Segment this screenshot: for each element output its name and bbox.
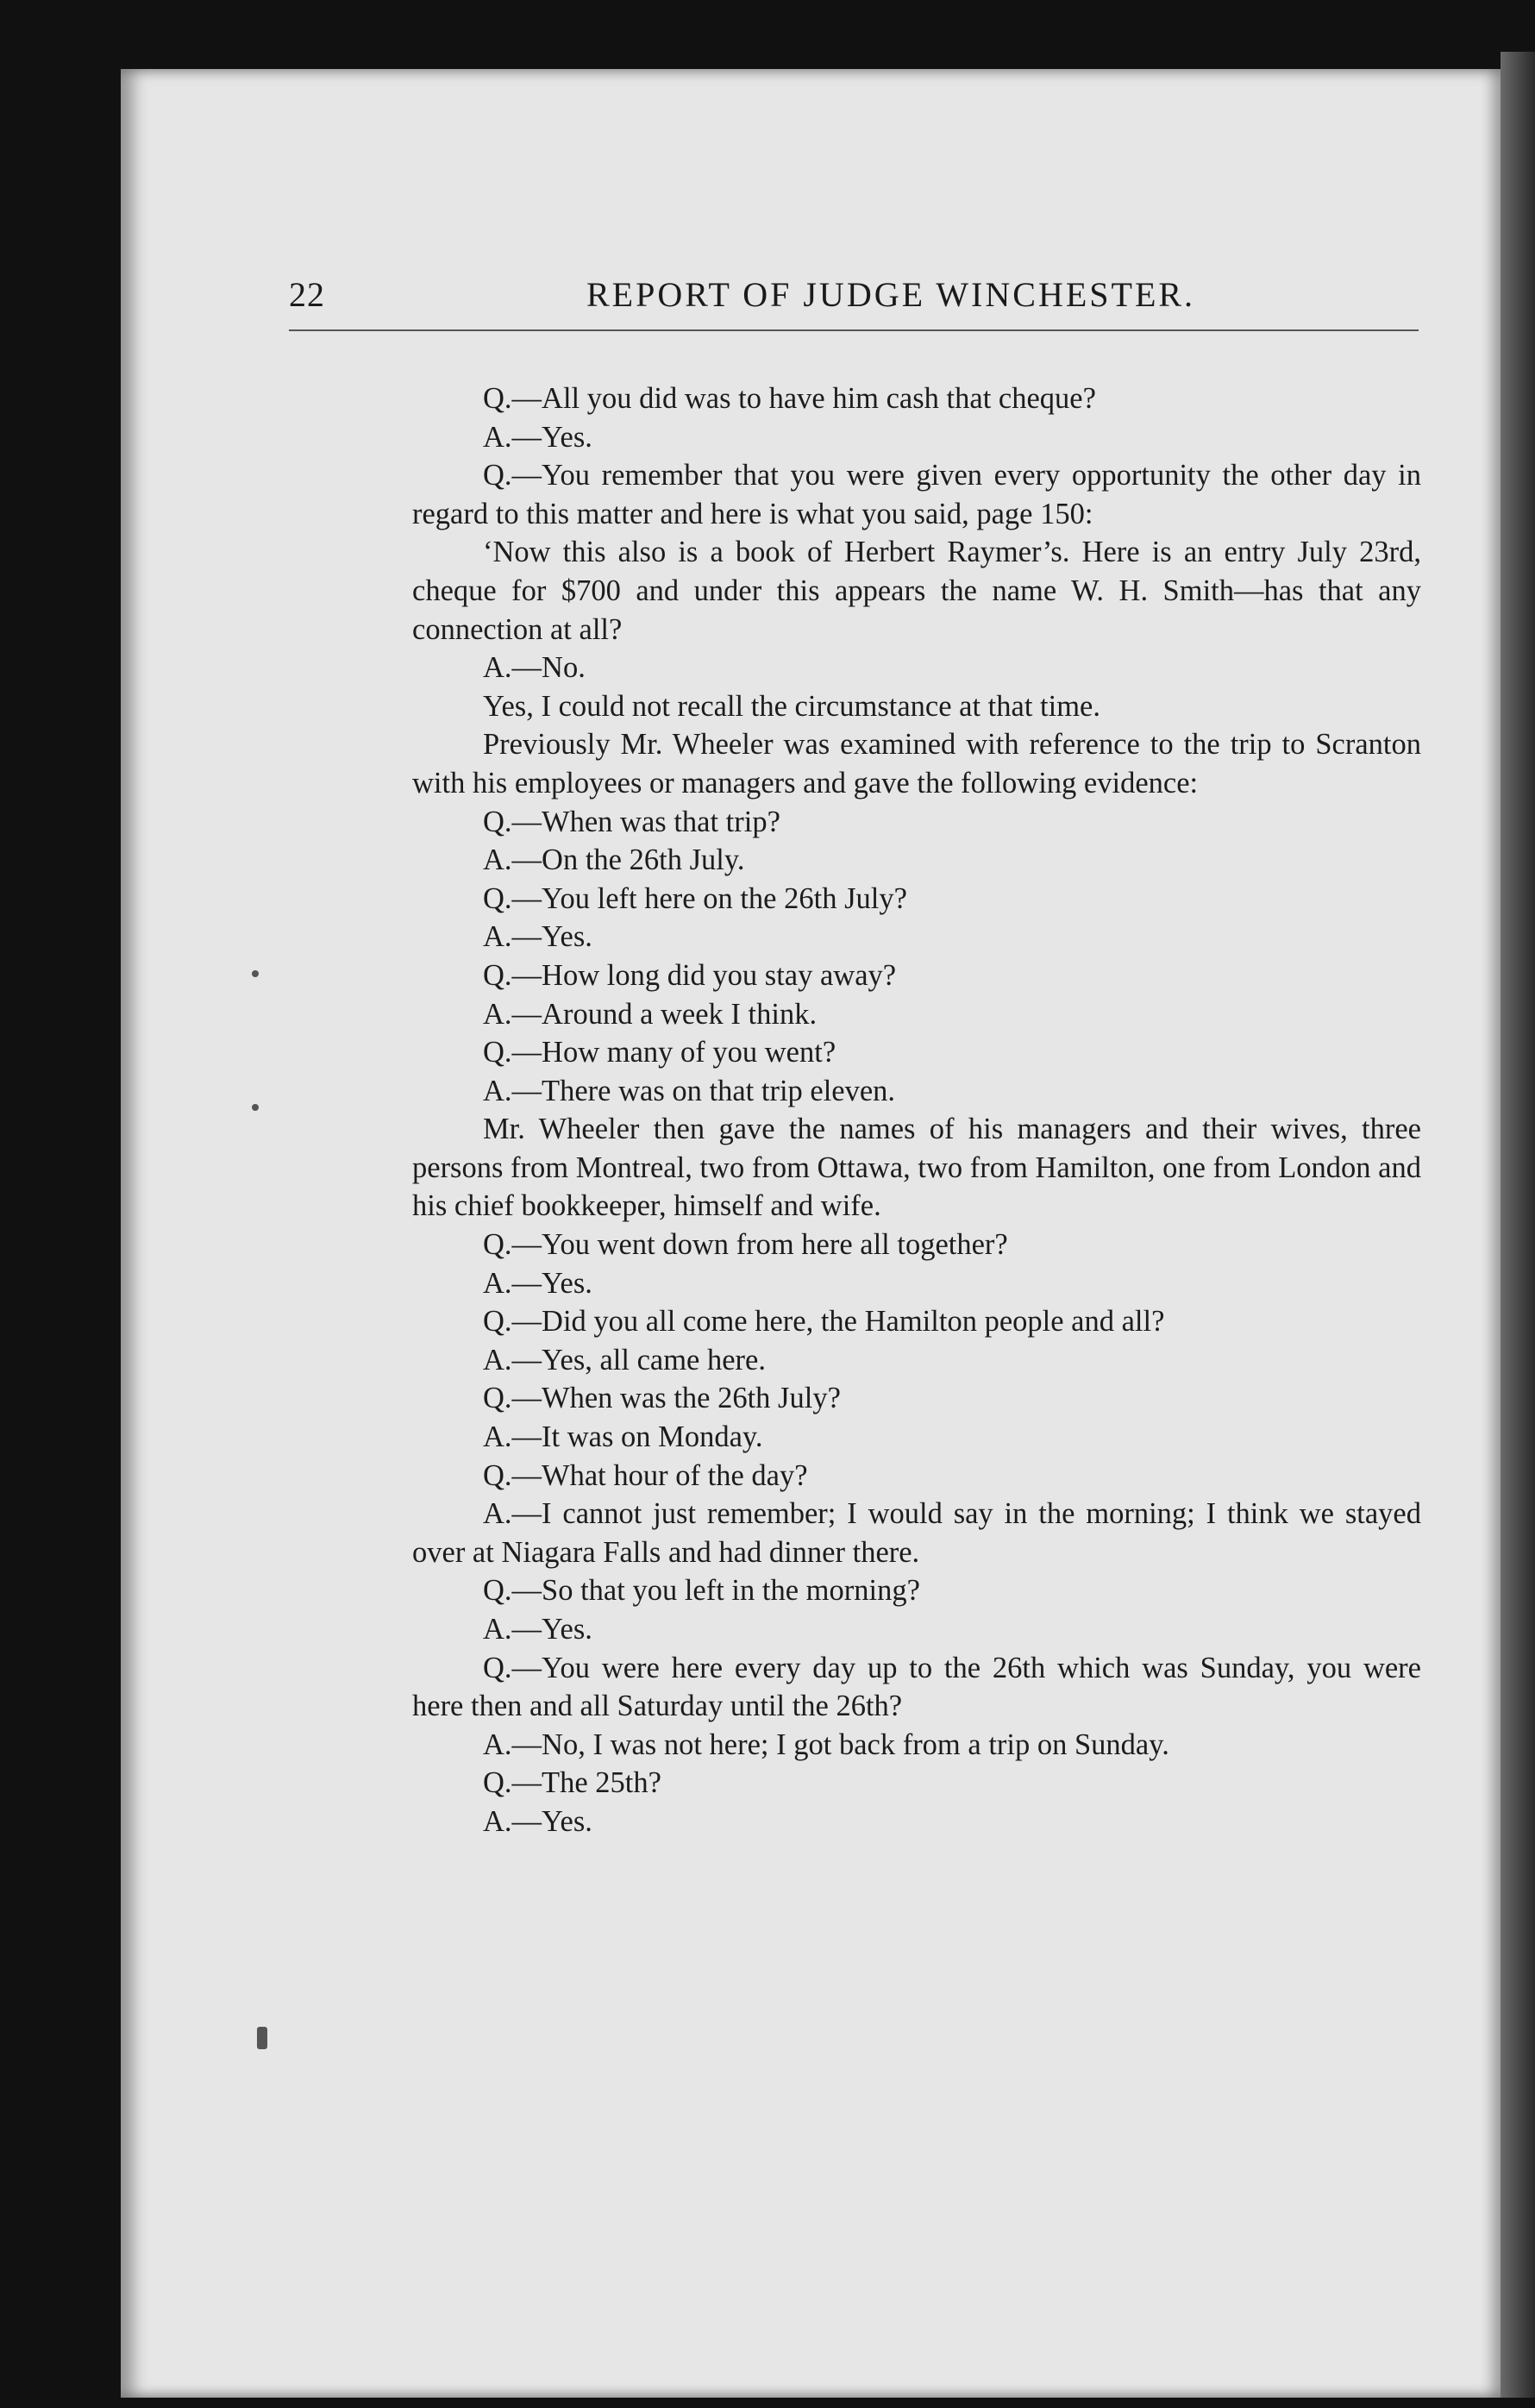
page-number: 22 — [289, 275, 325, 314]
text-line: Q.—You left here on the 26th July? — [483, 881, 907, 915]
text-line: A.—No, I was not here; I got back from a trip on Sunday. — [483, 1728, 1169, 1761]
text-paragraph: Q.—You were here every day up to the 26th which was Sunday, you were here then and all Saturday until the 26th? — [412, 1651, 1421, 1723]
text-line: A.—Yes. — [483, 920, 592, 954]
text-line: Q.—What hour of the day? — [483, 1458, 808, 1492]
spine-mark — [252, 970, 259, 977]
text-line: A.—Yes. — [483, 1613, 592, 1646]
text-line: Q.—You went down from here all together? — [483, 1228, 1008, 1262]
text-line: Q.—Did you all come here, the Hamilton people and all? — [483, 1305, 1165, 1339]
running-head: REPORT OF JUDGE WINCHESTER. — [586, 275, 1196, 314]
text-line: Yes, I could not recall the circumstance at that time. — [483, 689, 1100, 723]
text-paragraph: ‘Now this also is a book of Herbert Raymer’s. Here is an entry July 23rd, cheque for $700 and under this appears the name W. H. Smith—has that any connection at all? — [412, 536, 1421, 646]
body-text — [412, 379, 1421, 1841]
text-line: A.—There was on that trip eleven. — [483, 1074, 896, 1107]
spine-mark — [257, 2027, 267, 2049]
text-line: Q.—So that you left in the morning? — [483, 1574, 920, 1608]
text-line: Q.—The 25th? — [483, 1766, 661, 1800]
spine-mark — [252, 1104, 259, 1111]
text-line: A.—Yes. — [483, 1804, 592, 1838]
text-line: A.—Yes. — [483, 420, 592, 454]
text-line: A.—On the 26th July. — [483, 843, 745, 877]
text-line: Q.—How long did you stay away? — [483, 958, 897, 992]
page-edge — [1501, 52, 1535, 2398]
text-paragraph: Mr. Wheeler then gave the names of his managers and their wives, three persons from Montreal, two from Ottawa, two from Hamilton, one from London and his chief bookkeeper, himself and wife. — [412, 1113, 1421, 1223]
header-rule — [289, 329, 1419, 331]
text-paragraph: Previously Mr. Wheeler was examined with reference to the trip to Scranton with his employees or managers and gave the following evidence: — [412, 728, 1421, 800]
page-header — [289, 274, 1419, 326]
text-paragraph: A.—I cannot just remember; I would say in the morning; I think we stayed over at Niagara Falls and had dinner there. — [412, 1497, 1421, 1569]
text-line: Q.—How many of you went? — [483, 1036, 836, 1069]
text-line: Q.—When was that trip? — [483, 805, 780, 838]
text-line: A.—It was on Monday. — [483, 1420, 763, 1454]
text-paragraph: Q.—You remember that you were given every opportunity the other day in regard to this matter and here is what you said, page 150: — [412, 459, 1421, 530]
text-line: A.—No. — [483, 651, 586, 685]
text-line: A.—Yes. — [483, 1266, 592, 1300]
text-line: Q.—All you did was to have him cash that cheque? — [483, 382, 1096, 415]
text-line: Q.—When was the 26th July? — [483, 1382, 841, 1415]
text-line: A.—Around a week I think. — [483, 997, 818, 1031]
text-line: A.—Yes, all came here. — [483, 1343, 766, 1376]
